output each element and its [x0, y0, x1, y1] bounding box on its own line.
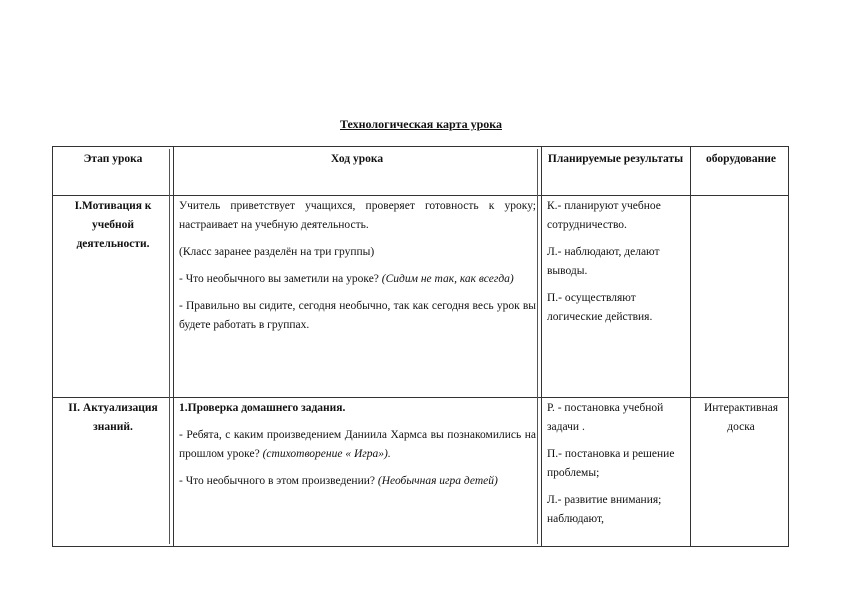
course-cell: [179, 197, 536, 335]
column-divider: [690, 147, 691, 546]
inner-border: [537, 149, 538, 544]
header-results: Планируемые результаты: [547, 153, 684, 165]
page-title: Технологическая карта урока: [340, 117, 502, 131]
result-item: Л.- развитие внимания; наблюдают,: [547, 494, 662, 525]
row-divider: [53, 195, 788, 196]
course-question: - Что необычного вы заметили на уроке?: [179, 273, 379, 285]
course-answer: (Необычная игра детей): [377, 475, 498, 487]
column-divider: [541, 147, 542, 546]
course-paragraph: [179, 270, 536, 289]
lesson-table: [52, 146, 789, 547]
course-question: - Что необычного в этом произведении?: [179, 475, 375, 487]
course-paragraph: (Класс заранее разделён на три группы): [179, 246, 375, 258]
equipment-cell: Интерактивная доска: [703, 402, 779, 433]
course-paragraph: [179, 426, 536, 464]
result-item: К.- планируют учебное сотрудничество.: [547, 200, 661, 231]
results-cell: [547, 197, 689, 327]
course-question: - Ребята, с каким произведением Даниила Хармса вы познакомились на прошлом уроке?: [179, 429, 536, 460]
header-stage: Этап урока: [83, 153, 143, 165]
column-divider: [173, 147, 174, 546]
header-course: Ход урока: [330, 153, 384, 165]
course-paragraph: [179, 472, 536, 491]
stage-cell: II. Актуализация знаний.: [68, 402, 158, 433]
result-item: П.- осуществляют логические действия.: [547, 292, 653, 323]
course-answer: (стихотворение « Игра»).: [262, 448, 391, 460]
result-item: Л.- наблюдают, делают выводы.: [547, 246, 660, 277]
results-cell: [547, 399, 689, 529]
stage-cell: I.Мотивация к учебной деятельности.: [74, 200, 152, 250]
row-divider: [53, 397, 788, 398]
course-paragraph: Учитель приветствует учащихся, проверяет готовность к уроку; настраивает на учебную деятельность.: [179, 200, 536, 231]
course-answer: (Сидим не так, как всегда): [381, 273, 514, 285]
header-equipment: оборудование: [706, 153, 776, 165]
course-paragraph: - Правильно вы сидите, сегодня необычно, так как сегодня весь урок вы будете работать в группах.: [179, 300, 536, 331]
result-item: П.- постановка и решение проблемы;: [547, 448, 675, 479]
course-paragraph: 1.Проверка домашнего задания.: [179, 402, 346, 414]
inner-border: [169, 149, 170, 544]
course-cell: [179, 399, 536, 491]
result-item: Р. - постановка учебной задачи .: [547, 402, 664, 433]
